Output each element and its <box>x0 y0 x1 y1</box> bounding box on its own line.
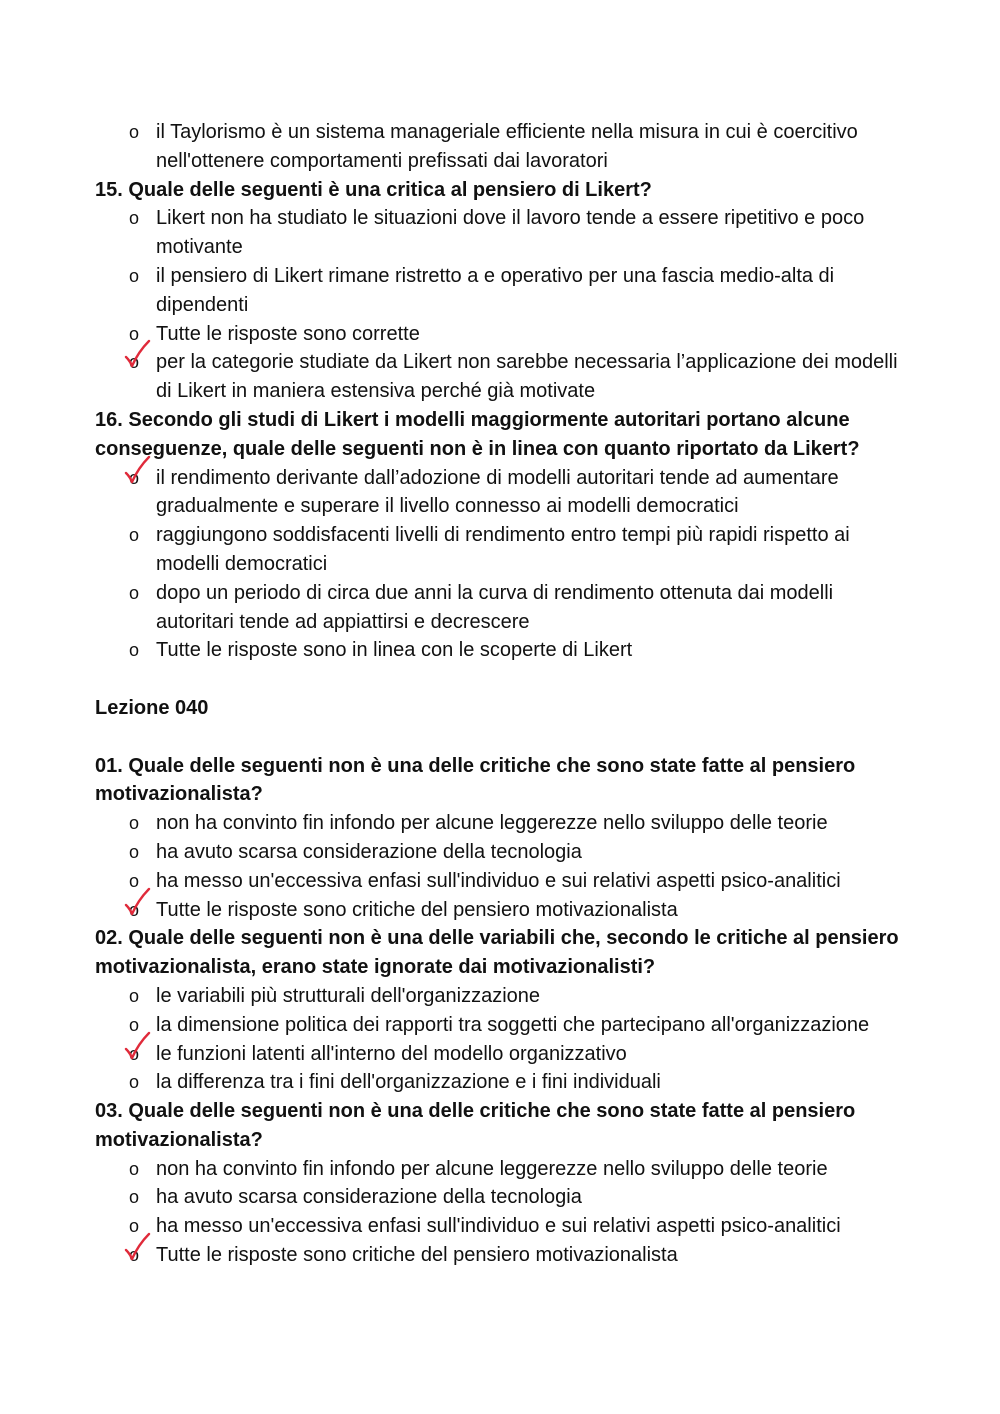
answer-option[interactable] <box>95 521 915 579</box>
answer-option[interactable] <box>95 1011 915 1040</box>
bullet-circle-icon: o <box>128 870 139 891</box>
answer-option[interactable] <box>95 636 915 665</box>
lesson-040-question-01-options <box>95 809 915 924</box>
check-mark-icon <box>123 887 151 917</box>
answer-option[interactable] <box>95 118 915 176</box>
answer-option[interactable] <box>95 867 915 896</box>
question-15: 15. Quale delle seguenti è una critica al pensiero di Likert? <box>95 178 652 201</box>
answer-option-text: dopo un periodo di circa due anni la curva di rendimento ottenuta dai modelli autoritari tende ad appiattirsi e decrescere <box>156 581 834 633</box>
spacer <box>95 665 915 694</box>
bullet-circle-icon: o <box>128 1158 139 1179</box>
answer-option-text: Tutte le risposte sono critiche del pensiero motivazionalista <box>156 1244 678 1267</box>
bullet-circle-icon: o <box>128 640 139 661</box>
answer-option-text: ha messo un'eccessiva enfasi sull'individuo e sui relativi aspetti psico-analitici <box>156 869 841 892</box>
answer-option[interactable] <box>95 1040 915 1069</box>
answer-option-text: la dimensione politica dei rapporti tra soggetti che partecipano all'organizzazione <box>156 1013 870 1036</box>
spacer <box>95 723 915 752</box>
check-mark-icon <box>123 455 151 485</box>
bullet-circle-icon: o <box>128 1187 139 1208</box>
answer-option[interactable] <box>95 809 915 838</box>
bullet-circle-icon: o <box>128 841 139 862</box>
check-mark-icon <box>123 1031 151 1061</box>
answer-option[interactable] <box>95 982 915 1011</box>
answer-option[interactable] <box>95 896 915 925</box>
lesson-040-question-01: 01. Quale delle seguenti non è una delle critiche che sono state fatte al pensiero motivazionalista? <box>95 754 856 806</box>
bullet-circle-icon: o <box>128 208 139 229</box>
bullet-circle-icon: o <box>128 813 139 834</box>
answer-option[interactable] <box>95 204 915 262</box>
bullet-circle-icon: o <box>128 1014 139 1035</box>
answer-option-text: le variabili più strutturali dell'organizzazione <box>156 984 541 1007</box>
answer-option[interactable] <box>95 1241 915 1270</box>
answer-option-text: Tutte le risposte sono critiche del pensiero motivazionalista <box>156 898 678 921</box>
answer-option-text: ha avuto scarsa considerazione della tecnologia <box>156 840 582 863</box>
question-16-options <box>95 464 915 666</box>
answer-option[interactable] <box>95 320 915 349</box>
bullet-circle-icon: o <box>128 525 139 546</box>
bullet-circle-icon: o <box>128 323 139 344</box>
answer-option[interactable] <box>95 464 915 522</box>
answer-option-text: non ha convinto fin infondo per alcune leggerezze nello sviluppo delle teorie <box>156 812 828 835</box>
lesson-040-question-03: 03. Quale delle seguenti non è una delle critiche che sono state fatte al pensiero motivazionalista? <box>95 1100 856 1151</box>
check-mark-icon <box>123 339 151 369</box>
bullet-circle-icon: o <box>128 985 139 1006</box>
answer-option[interactable] <box>95 348 915 406</box>
continuation-options <box>95 118 915 176</box>
answer-option-text: il pensiero di Likert rimane ristretto a e operativo per una fascia medio-alta di dipendenti <box>156 264 835 316</box>
answer-option-text: Likert non ha studiato le situazioni dove il lavoro tende a essere ripetitivo e poco motivante <box>156 207 865 259</box>
quiz-content <box>95 118 915 1270</box>
bullet-circle-icon: o <box>128 1072 139 1093</box>
bullet-circle-icon: o <box>128 1245 139 1266</box>
lesson-040-question-02: 02. Quale delle seguenti non è una delle variabili che, secondo le critiche al pensiero motivazionalista, erano state ignorate dai motivazionalisti? <box>95 927 899 979</box>
answer-option-text: Tutte le risposte sono in linea con le scoperte di Likert <box>156 639 633 662</box>
question-16: 16. Secondo gli studi di Likert i modelli maggiormente autoritari portano alcune conseguenze, quale delle seguenti non è in linea con quanto riportato da Likert? <box>95 408 860 460</box>
bullet-circle-icon: o <box>128 352 139 373</box>
check-mark-icon <box>123 1232 151 1262</box>
bullet-circle-icon: o <box>128 1216 139 1237</box>
answer-option-text: ha messo un'eccessiva enfasi sull'individuo e sui relativi aspetti psico-analitici <box>156 1215 841 1238</box>
section-title: Lezione 040 <box>95 696 209 719</box>
bullet-circle-icon: o <box>128 1043 139 1064</box>
lesson-040-question-03-options <box>95 1155 915 1270</box>
answer-option[interactable] <box>95 1155 915 1184</box>
bullet-circle-icon: o <box>128 122 139 142</box>
answer-option-text: ha avuto scarsa considerazione della tecnologia <box>156 1186 582 1209</box>
answer-option-text: non ha convinto fin infondo per alcune leggerezze nello sviluppo delle teorie <box>156 1157 828 1180</box>
answer-option[interactable] <box>95 262 915 320</box>
answer-option[interactable] <box>95 1183 915 1212</box>
bullet-circle-icon: o <box>128 467 139 488</box>
answer-option-text: le funzioni latenti all'interno del modello organizzativo <box>156 1042 627 1065</box>
question-15-options <box>95 204 915 406</box>
answer-option-text: Tutte le risposte sono corrette <box>156 322 420 345</box>
answer-option[interactable] <box>95 579 915 637</box>
answer-option[interactable] <box>95 1212 915 1241</box>
answer-option-text: per la categorie studiate da Likert non sarebbe necessaria l’applicazione dei modelli di Likert in maniera estensiva perché già motivate <box>156 351 898 403</box>
lesson-040-question-02-options <box>95 982 915 1097</box>
bullet-circle-icon: o <box>128 899 139 920</box>
answer-option-text: raggiungono soddisfacenti livelli di rendimento entro tempi più rapidi rispetto ai modelli democratici <box>156 524 850 575</box>
answer-option-text: la differenza tra i fini dell'organizzazione e i fini individuali <box>156 1071 661 1094</box>
bullet-circle-icon: o <box>128 265 139 286</box>
answer-option-text: il Taylorismo è un sistema manageriale efficiente nella misura in cui è coercitivo nell'ottenere comportamenti prefissati dai lavoratori <box>156 121 858 172</box>
answer-option-text: il rendimento derivante dall’adozione di modelli autoritari tende ad aumentare gradualmente e superare il livello connesso ai modelli democratici <box>156 466 839 518</box>
answer-option[interactable] <box>95 1068 915 1097</box>
answer-option[interactable] <box>95 838 915 867</box>
bullet-circle-icon: o <box>128 582 139 603</box>
